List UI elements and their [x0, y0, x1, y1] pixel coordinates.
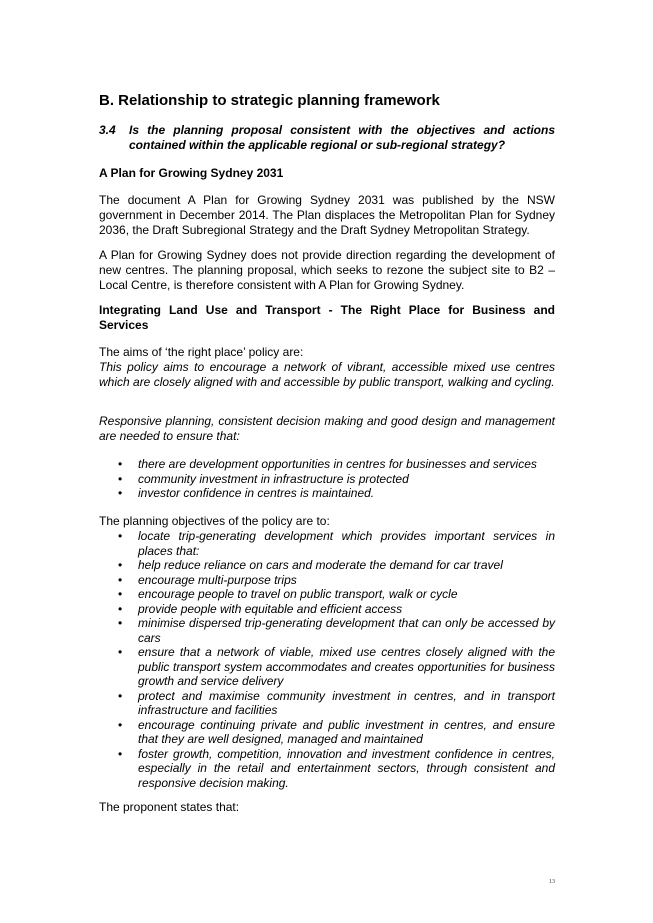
bullet-icon: •: [118, 587, 123, 601]
heading-integrating: Integrating Land Use and Transport - The Right Place for Business and Services: [99, 303, 555, 332]
bullet-icon: •: [118, 486, 123, 500]
list-item: • help reduce reliance on cars and moderate the demand for car travel: [118, 558, 503, 572]
list-item: • community investment in infrastructure is protected: [118, 471, 409, 486]
bullet-icon: •: [118, 601, 123, 616]
question-block: [99, 123, 555, 153]
bullet-icon: •: [118, 616, 123, 630]
aims-intro: The aims of ‘the right place’ policy are:: [99, 345, 304, 359]
page-number: 13: [549, 879, 555, 885]
list-item: • there are development opportunities in centres for businesses and services: [118, 457, 537, 471]
paragraph-plan-consistency: A Plan for Growing Sydney does not provide direction regarding the development of new centres. The planning proposal, which seeks to rezone the subject site to B2 – Local Centre, is therefore consistent with A Plan for Growing Sydney.: [99, 248, 555, 292]
list-item: • encourage people to travel on public transport, walk or cycle: [118, 587, 458, 601]
heading-plan: A Plan for Growing Sydney 2031: [99, 166, 284, 180]
bullet-icon: •: [118, 572, 123, 587]
proponent-text: The proponent states that:: [99, 800, 240, 814]
bullet-icon: •: [118, 457, 123, 471]
bullet-icon: •: [118, 558, 123, 572]
objectives-intro: The planning objectives of the policy are to:: [99, 514, 330, 528]
list-item: • ensure that a network of viable, mixed use centres closely aligned with the public transport system accommodates and creates opportunities for business growth and service delivery: [118, 645, 555, 688]
question-number: 3.4: [99, 123, 116, 137]
bullet-icon: •: [118, 529, 123, 543]
aims-text: This policy aims to encourage a network of vibrant, accessible mixed use centres which are closely aligned with and accessible by public transport, walking and cycling.: [99, 360, 555, 389]
list-item: • investor confidence in centres is maintained.: [118, 486, 375, 500]
question-text: Is the planning proposal consistent with the objectives and actions contained within the applicable regional or sub-regional strategy?: [129, 123, 555, 152]
bullet-icon: •: [118, 717, 123, 732]
list-item: • encourage multi-purpose trips: [118, 572, 297, 587]
list-item: • minimise dispersed trip-generating development that can only be accessed by cars: [118, 616, 555, 645]
section-heading: B. Relationship to strategic planning framework: [99, 92, 440, 109]
responsive-text: Responsive planning, consistent decision making and good design and management are needed to ensure that:: [99, 414, 555, 443]
bullet-icon: •: [118, 645, 123, 659]
list-item: • protect and maximise community investment in centres, and in transport infrastructure and facilities: [118, 688, 555, 717]
bullet-icon: •: [118, 688, 123, 703]
objectives-list: [99, 529, 555, 790]
ensure-list: [99, 457, 555, 501]
list-item: • provide people with equitable and efficient access: [118, 601, 403, 616]
list-item: • locate trip-generating development which provides important services in places that:: [118, 529, 555, 558]
list-item: • foster growth, competition, innovation and investment confidence in centres, especially in the retail and entertainment sectors, through consistent and responsive decision making.: [118, 746, 555, 790]
bullet-icon: •: [118, 471, 123, 486]
list-item: • encourage continuing private and public investment in centres, and ensure that they are well designed, managed and maintained: [118, 717, 555, 746]
bullet-icon: •: [118, 746, 123, 761]
paragraph-plan-intro: The document A Plan for Growing Sydney 2031 was published by the NSW government in December 2014. The Plan displaces the Metropolitan Plan for Sydney 2036, the Draft Subregional Strategy and the Draft Sydney Metropolitan Strategy.: [99, 193, 555, 237]
